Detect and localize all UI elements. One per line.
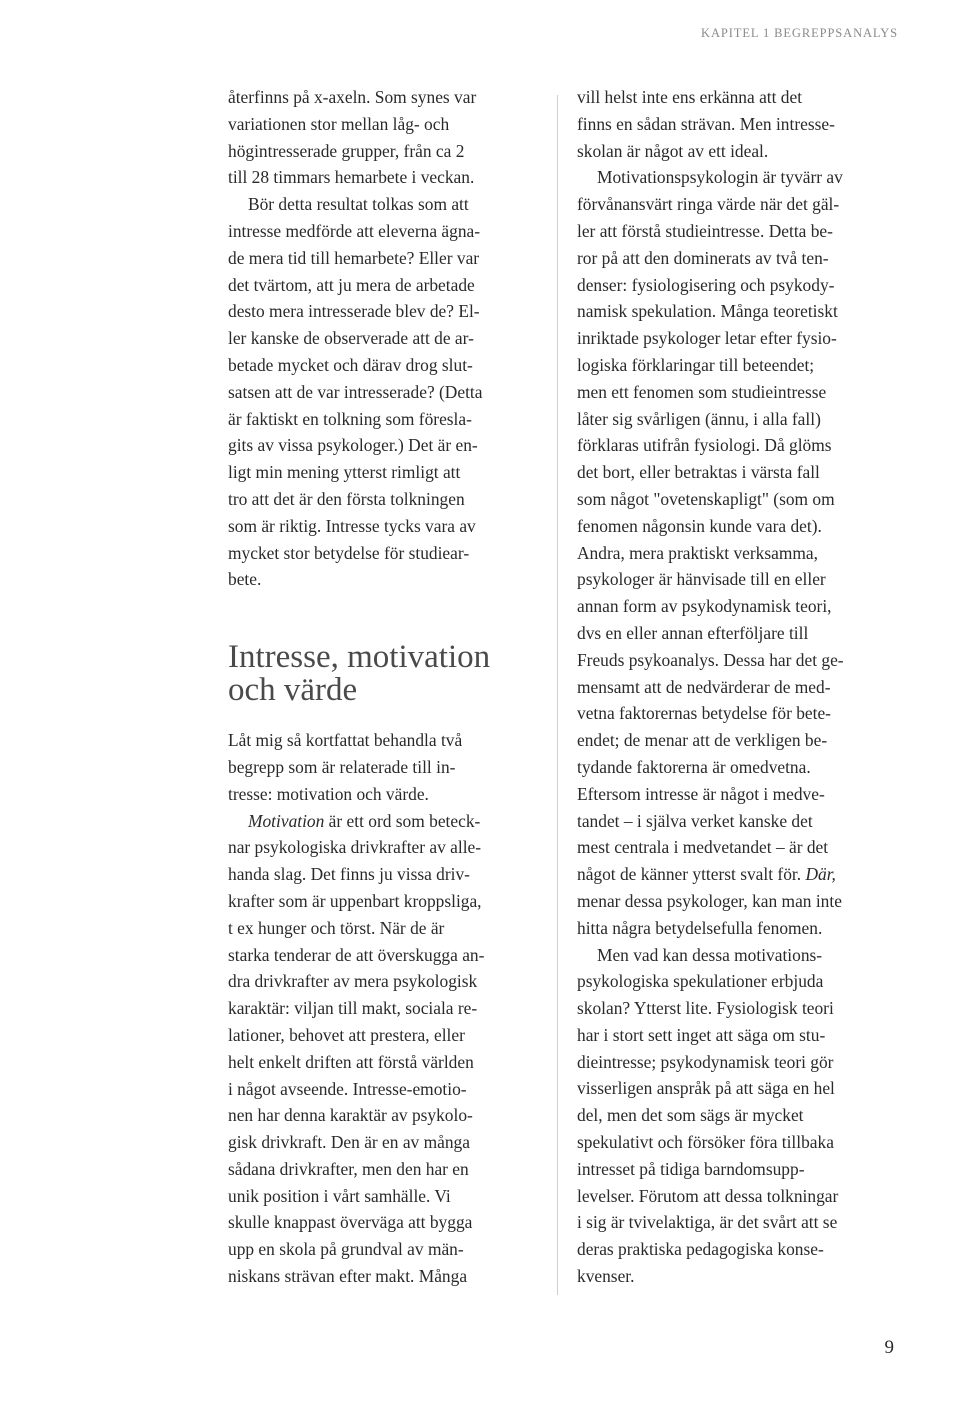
text-line: i något avseende. Intresse-emotio- xyxy=(228,1078,467,1099)
paragraph-2 xyxy=(228,191,550,593)
text-line: deras praktiska pedagogiska konse- xyxy=(577,1239,824,1260)
italic-term: Motivation xyxy=(248,810,325,831)
text-line: det tvärtom, att ju mera de arbetade xyxy=(228,274,475,295)
italic-term: Där, xyxy=(805,864,836,885)
text-line: Freuds psykoanalys. Dessa har det ge- xyxy=(577,649,844,670)
text-line: mensamt att de nedvärderar de med- xyxy=(577,676,831,697)
text-line: Men vad kan dessa motivations- xyxy=(597,944,823,965)
text-line: något de känner ytterst svalt för. Där, xyxy=(577,864,836,885)
text-line: karaktär: viljan till makt, sociala re- xyxy=(228,998,478,1019)
text-line: som är riktig. Intresse tycks vara av xyxy=(228,515,476,536)
text-line: annan form av psykodynamisk teori, xyxy=(577,596,832,617)
text-line: gisk drivkraft. Den är en av många xyxy=(228,1132,470,1153)
text-line: endet; de menar att de verkligen be- xyxy=(577,730,828,751)
heading-line: och värde xyxy=(228,672,358,709)
text-line: mest centrala i medvetandet – är det xyxy=(577,837,829,858)
column-divider xyxy=(557,95,558,1295)
text-line: inriktade psykologer letar efter fysio- xyxy=(577,328,837,349)
text-line: skolan? Ytterst lite. Fysiologisk teori xyxy=(577,998,834,1019)
text-line: dra drivkrafter av mera psykologisk xyxy=(228,971,478,992)
running-header: KAPITEL 1 BEGREPPSANALYS xyxy=(701,26,898,40)
paragraph-4 xyxy=(228,808,550,1290)
text-line: Eftersom intresse är något i medve- xyxy=(577,783,825,804)
heading-line: Intresse, motivation xyxy=(228,639,491,676)
text-line: tandet – i själva verket kanske det xyxy=(577,810,813,831)
text-line: Bör detta resultat tolkas som att xyxy=(248,194,469,215)
text-line: skulle knappast överväga att bygga xyxy=(228,1212,473,1233)
text-line: nen har denna karaktär av psykolo- xyxy=(228,1105,473,1126)
text-line: bete. xyxy=(228,569,262,590)
text-line: del, men det som sägs är mycket xyxy=(577,1105,804,1126)
text-line: förklaras utifrån fysiologi. Då glöms xyxy=(577,435,832,456)
text-line: krafter som är uppenbart kroppsliga, xyxy=(228,890,482,911)
text-line: de mera tid till hemarbete? Eller var xyxy=(228,247,480,268)
text-line: logiska förklaringar till beteendet; xyxy=(577,354,815,375)
text-line: ligt min mening ytterst rimligt att xyxy=(228,462,461,483)
text-line: som något "ovetenskapligt" (som om xyxy=(577,488,835,509)
text-line: lationer, behovet att prestera, eller xyxy=(228,1024,465,1045)
text-line: menar dessa psykologer, kan man inte xyxy=(577,890,842,911)
text-line: har i stort sett inget att säga om stu- xyxy=(577,1024,826,1045)
text-line: fenomen någonsin kunde vara det). xyxy=(577,515,822,536)
paragraph-3 xyxy=(228,727,550,807)
text-line: desto mera intresserade blev de? El- xyxy=(228,301,480,322)
text-line: gits av vissa psykologer.) Det är en- xyxy=(228,435,478,456)
text-line: vill helst inte ens erkänna att det xyxy=(577,87,803,107)
text-line: Motivationspsykologin är tyvärr av xyxy=(597,167,843,188)
text-line: hitta några betydelsefulla fenomen. xyxy=(577,917,823,938)
text-line: men ett fenomen som studieintresse xyxy=(577,381,827,402)
text-line: är faktiskt en tolkning som föresla- xyxy=(228,408,472,429)
text-line: skolan är något av ett ideal. xyxy=(577,140,769,161)
text-line: Låt mig så kortfattat behandla två xyxy=(228,730,463,751)
text-line: namisk spekulation. Många teoretiskt xyxy=(577,301,838,322)
text-line: intresse medförde att eleverna ägna- xyxy=(228,220,481,241)
text-line: handa slag. Det finns ju vissa driv- xyxy=(228,864,470,885)
text-line: starka tenderar de att överskugga an- xyxy=(228,944,485,965)
text-line: Motivation är ett ord som beteck- xyxy=(248,810,481,831)
text-line: betade mycket och därav drog slut- xyxy=(228,354,473,375)
text-line: denser: fysiologisering och psykody- xyxy=(577,274,835,295)
text-line: begrepp som är relaterade till in- xyxy=(228,756,456,777)
text-line: upp en skola på grundval av män- xyxy=(228,1239,464,1260)
text-line: intresset på tidiga barndomsupp- xyxy=(577,1158,805,1179)
text-line: ler att förstå studieintresse. Detta be- xyxy=(577,220,833,241)
text-line: dvs en eller annan efterföljare till xyxy=(577,622,809,643)
paragraph-3 xyxy=(577,942,917,1290)
text-line: vetna faktorernas betydelse för bete- xyxy=(577,703,831,724)
text-line: förvånansvärt ringa värde när det gäl- xyxy=(577,194,840,215)
text-line: visserligen anspråk på att säga en hel xyxy=(577,1078,835,1099)
text-line: till 28 timmars hemarbete i veckan. xyxy=(228,167,475,188)
text-line: högintresserade grupper, från ca 2 xyxy=(228,140,465,161)
section-heading xyxy=(228,641,550,707)
text-line: tresse: motivation och värde. xyxy=(228,783,429,804)
text-line: sådana drivkrafter, men den har en xyxy=(228,1158,469,1179)
text-line: psykologiska spekulationer erbjuda xyxy=(577,971,824,992)
paragraph-2 xyxy=(577,164,917,941)
text-line: i sig är tvivelaktiga, är det svårt att se xyxy=(577,1212,838,1233)
text-line: niskans strävan efter makt. Många xyxy=(228,1266,468,1287)
left-column xyxy=(228,84,550,1290)
paragraph-1 xyxy=(577,84,917,164)
text-line: t ex hunger och törst. När de är xyxy=(228,917,445,938)
text-line: helt enkelt driften att förstå världen xyxy=(228,1051,474,1072)
text-line: mycket stor betydelse för studiear- xyxy=(228,542,470,563)
text-line: psykologer är hänvisade till en eller xyxy=(577,569,826,590)
text-line: nar psykologiska drivkrafter av alle- xyxy=(228,837,482,858)
right-column xyxy=(577,84,917,1290)
text-line: tydande faktorerna är omedvetna. xyxy=(577,756,811,777)
text-line: spekulativt och försöker föra tillbaka xyxy=(577,1132,834,1153)
text-line: satsen att de var intresserade? (Detta xyxy=(228,381,483,402)
text-line: unik position i vårt samhälle. Vi xyxy=(228,1185,451,1206)
text-line: ler kanske de observerade att de ar- xyxy=(228,328,474,349)
text-line: ror på att den dominerats av två ten- xyxy=(577,247,829,268)
text-line: levelser. Förutom att dessa tolkningar xyxy=(577,1185,839,1206)
text-line: det bort, eller betraktas i värsta fall xyxy=(577,462,820,483)
page-number: 9 xyxy=(884,1337,894,1358)
text-line: variationen stor mellan låg- och xyxy=(228,113,450,134)
text-line: finns en sådan strävan. Men intresse- xyxy=(577,113,835,134)
paragraph-1 xyxy=(228,84,550,191)
text-line: Andra, mera praktiskt verksamma, xyxy=(577,542,818,563)
text-line: låter sig svårligen (ännu, i alla fall) xyxy=(577,408,821,429)
text-line: dieintresse; psykodynamisk teori gör xyxy=(577,1051,834,1072)
text-line: återfinns på x-axeln. Som synes var xyxy=(228,87,477,107)
text-line: tro att det är den första tolkningen xyxy=(228,488,465,509)
text-line: kvenser. xyxy=(577,1266,635,1287)
